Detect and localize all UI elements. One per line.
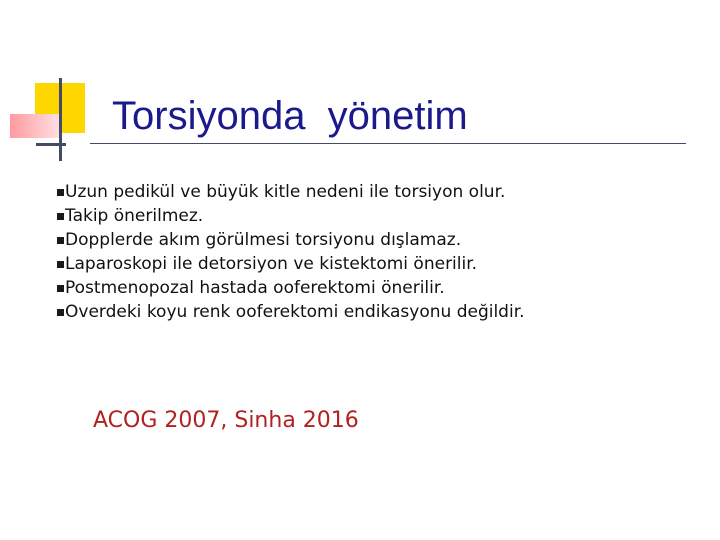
ornament-horizontal-line (36, 143, 66, 146)
bullet-list (57, 180, 525, 324)
ornament-red-bar (10, 114, 60, 138)
square-bullet-icon (57, 309, 64, 316)
title-ornament (0, 0, 140, 170)
square-bullet-icon (57, 285, 64, 292)
bullet-text: Postmenopozal hastada ooferektomi önerilir. (65, 278, 445, 298)
square-bullet-icon (57, 237, 64, 244)
bullet-item (57, 276, 525, 300)
square-bullet-icon (57, 261, 64, 268)
bullet-item (57, 180, 525, 204)
bullet-item (57, 228, 525, 252)
bullet-item (57, 252, 525, 276)
square-bullet-icon (57, 213, 64, 220)
bullet-text: Dopplerde akım görülmesi torsiyonu dışlamaz. (65, 230, 462, 250)
bullet-text: Laparoskopi ile detorsiyon ve kistektomi önerilir. (65, 254, 478, 274)
bullet-text: Takip önerilmez. (65, 206, 204, 226)
ornament-vertical-line (59, 78, 62, 161)
title-underline (90, 143, 686, 144)
bullet-text: Uzun pedikül ve büyük kitle nedeni ile torsiyon olur. (65, 182, 506, 202)
bullet-text: Overdeki koyu renk ooferektomi endikasyonu değildir. (65, 302, 525, 322)
square-bullet-icon (57, 189, 64, 196)
bullet-item (57, 204, 525, 228)
citation-text: ACOG 2007, Sinha 2016 (93, 408, 359, 433)
slide-title: Torsiyonda yönetim (112, 94, 468, 138)
bullet-item (57, 300, 525, 324)
